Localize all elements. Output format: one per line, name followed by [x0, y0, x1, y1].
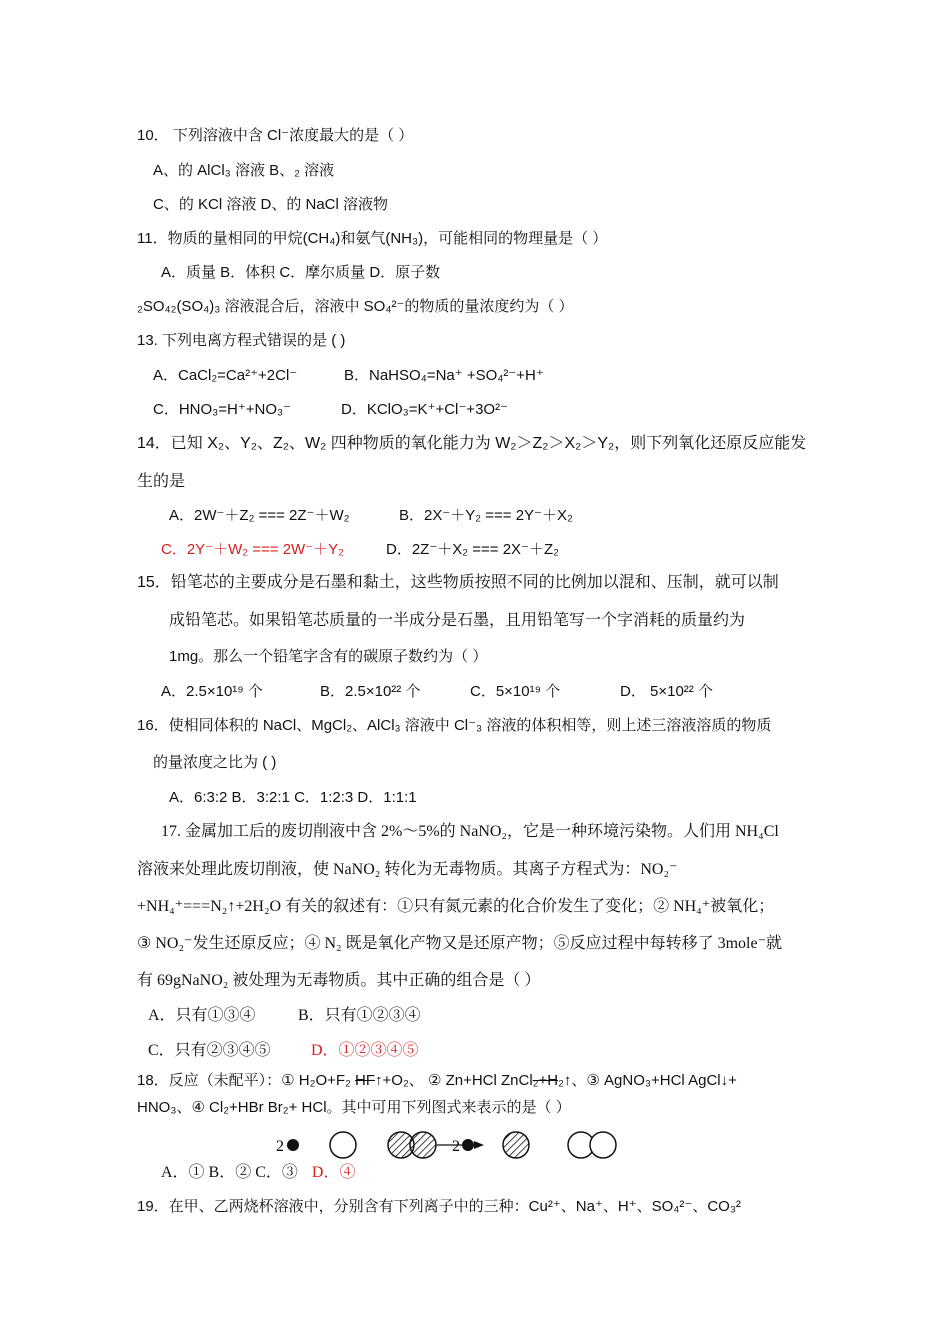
q14-option-d: D．2Z⁻＋X₂ === 2X⁻＋Z₂ [386, 541, 559, 558]
q16-stem-line2: 的量浓度之比为 ( ) [153, 754, 277, 771]
q15-option-d: D． 5×10²² 个 [620, 683, 713, 700]
q15-option-b: B．2.5×10²² 个 [320, 683, 421, 700]
q17-line4: ③ NO₂⁻发生还原反应；④ N₂ 既是氧化产物又是还原产物；⑤反应过程中每转移了 3mole⁻就 [137, 935, 783, 952]
q10-options-row1: A、的 AlCl₃ 溶液 B、₂ 溶液 [153, 162, 335, 179]
q14-option-b: B．2X⁻＋Y₂ === 2Y⁻＋X₂ [399, 507, 573, 524]
q13-option-a: A．CaCl₂=Ca²⁺+2Cl⁻ [153, 367, 298, 384]
black-atom-icon [287, 1139, 299, 1151]
q17-option-c: C．只有②③④⑤ [148, 1042, 271, 1059]
hatched-atom-icon [410, 1132, 436, 1158]
q19-line1: 19．在甲、乙两烧杯溶液中，分别含有下列离子中的三种：Cu²⁺、Na⁺、H⁺、SO₄²⁻、CO₃² [137, 1198, 741, 1215]
q12-stem: ₂SO₄₂(SO₄)₃ 溶液混合后，溶液中 SO₄²⁻的物质的量浓度约为（ ） [137, 298, 574, 315]
q15-option-c: C．5×10¹⁹ 个 [470, 683, 561, 700]
q15-stem-line1: 15．铅笔芯的主要成分是石墨和黏土，这些物质按照不同的比例加以混和、压制，就可以制 [137, 574, 779, 591]
q18-options-abc: A．① B．② C．③ [161, 1164, 298, 1181]
q18-line1-strike2: ₂+H [532, 1072, 559, 1089]
q18-options [161, 1163, 355, 1183]
q11-stem: 11．物质的量相同的甲烷(CH₄)和氨气(NH₃)，可能相同的物理量是（ ） [137, 230, 608, 247]
q17-line3: +NH₄⁺===N₂↑+2H₂O 有关的叙述有：①只有氮元素的化合价发生了变化；② NH₄⁺被氧化； [137, 898, 775, 915]
q18-line2: HNO₃、④ Cl₂+HBr Br₂+ HCl。其中可用下列图式来表示的是（ ） [137, 1099, 571, 1116]
q11-options: A．质量 B．体积 C．摩尔质量 D．原子数 [161, 264, 441, 281]
q18-line1-post: ₂↑、③ AgNO₃+HCl AgCl↓+ [558, 1072, 737, 1089]
q15-stem-line2: 成铅笔芯。如果铅笔芯质量的一半成分是石墨，且用铅笔写一个字消耗的质量约为 [169, 612, 746, 629]
q13-option-d: D．KClO₃=K⁺+Cl⁻+3O²⁻ [341, 401, 508, 418]
q17-option-b: B．只有①②③④ [298, 1007, 421, 1024]
black-atom-icon [462, 1139, 474, 1151]
hatched-atom-icon [503, 1132, 529, 1158]
q17-line1: 17. 金属加工后的废切削液中含 2%～5%的 NaNO₂，它是一种环境污染物。人们用 NH₄Cl [161, 823, 779, 840]
q10-options-row2: C、的 KCl 溶液 D、的 NaCl 溶液物 [153, 196, 389, 213]
q13-option-b: B．NaHSO₄=Na⁺ +SO₄²⁻+H⁺ [344, 367, 544, 384]
white-atom-icon [330, 1132, 356, 1158]
q18-line1-strike: HF [355, 1072, 376, 1089]
q14-option-a: A．2W⁻＋Z₂ === 2Z⁻＋W₂ [169, 507, 350, 524]
q18-line1 [137, 1071, 737, 1091]
q13-stem: 13. 下列电离方程式错误的是 ( ) [137, 332, 346, 349]
q13-option-c: C．HNO₃=H⁺+NO₃⁻ [153, 401, 292, 418]
q17-line5: 有 69gNaNO₂ 被处理为无毒物质。其中正确的组合是（ ） [137, 972, 541, 989]
q15-option-a: A．2.5×10¹⁹ 个 [161, 683, 263, 700]
q14-option-c-answer: C．2Y⁻＋W₂ === 2W⁻＋Y₂ [161, 541, 344, 558]
q18-option-d-answer: D．④ [311, 1164, 356, 1181]
q18-line1-pre: 18．反应（未配平）：① H₂O+F₂ [137, 1072, 356, 1089]
q18-line1-mid: ↑+O₂、 ② Zn+HCl ZnCl [375, 1072, 533, 1089]
q14-stem-line1: 14．已知 X₂、Y₂、Z₂、W₂ 四种物质的氧化能力为 W₂＞Z₂＞X₂＞Y₂，则下列氧化还原反应能发 [137, 435, 807, 452]
q17-option-a: A．只有①③④ [148, 1007, 256, 1024]
q18-reaction-figure [270, 1126, 630, 1162]
q16-options: A．6:3:2 B．3:2:1 C．1:2:3 D．1:1:1 [169, 789, 417, 806]
q16-stem-line1: 16．使相同体积的 NaCl、MgCl₂、AlCl₃ 溶液中 Cl⁻₃ 溶液的体积相等，则上述三溶液溶质的物质 [137, 717, 772, 734]
q15-stem-line3: 1mg。那么一个铅笔字含有的碳原子数约为（ ） [169, 648, 488, 665]
q10-stem: 10． 下列溶液中含 Cl⁻浓度最大的是（ ） [137, 127, 414, 144]
q18-fig-coef2: 2 [452, 1138, 460, 1155]
q17-option-d-answer: D．①②③④⑤ [311, 1042, 419, 1059]
arrow-head-icon [474, 1141, 484, 1149]
q14-stem-line2: 生的是 [137, 473, 186, 490]
q18-fig-coef1: 2 [276, 1138, 284, 1155]
q17-line2: 溶液来处理此废切削液，使 NaNO₂ 转化为无毒物质。其离子方程式为：NO₂⁻ [137, 861, 678, 878]
white-atom-icon [590, 1132, 616, 1158]
